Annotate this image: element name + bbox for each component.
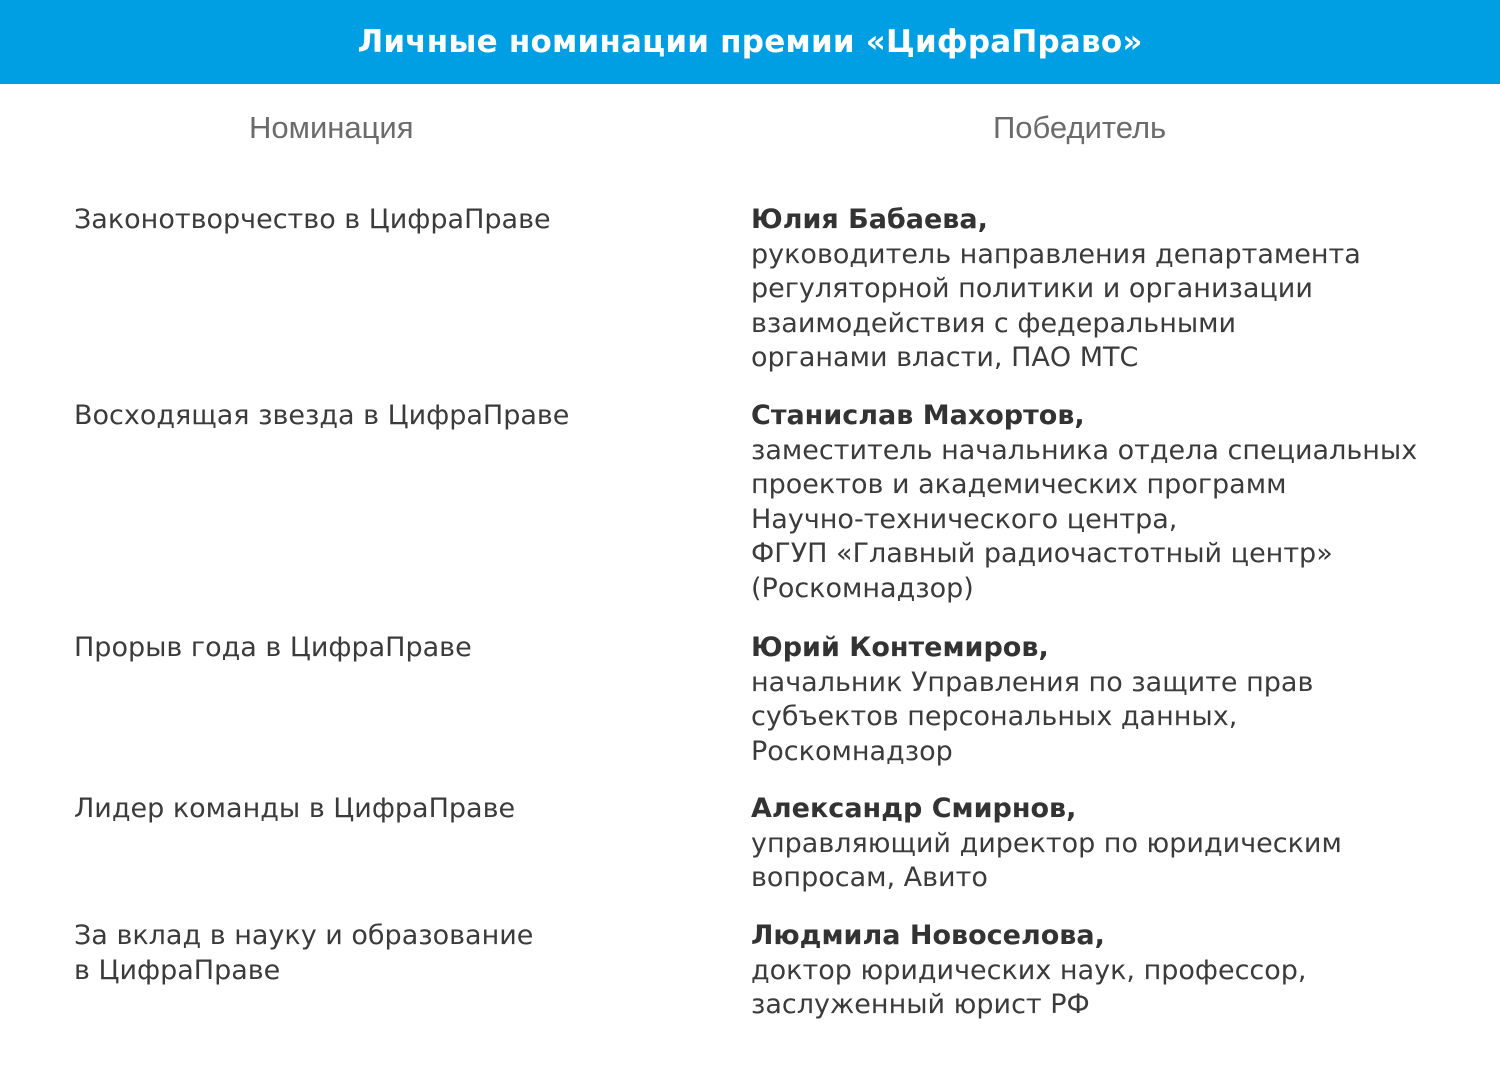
winner-role: руководитель направления департамента регуляторной политики и организации взаимодействия с федеральными органами власти, ПАО МТС	[751, 238, 1361, 373]
winner-role: управляющий директор по юридическим вопросам, Авито	[751, 827, 1342, 893]
title-banner	[0, 0, 1500, 84]
winner-role: заместитель начальника отдела специальных проектов и академических программ Научно-технического центра, ФГУП «Главный радиочастотный центр» (Роскомнадзор)	[751, 434, 1418, 604]
winner-role: доктор юридических наук, профессор, заслуженный юрист РФ	[751, 954, 1307, 1020]
winner-role: начальник Управления по защите прав субъектов персональных данных, Роскомнадзор	[751, 666, 1314, 767]
column-header-nomination: Номинация	[249, 110, 414, 145]
nomination-text: Законотворчество в ЦифраПраве	[74, 204, 551, 235]
nomination-text: Лидер команды в ЦифраПраве	[74, 793, 516, 824]
page-title: Личные номинации премии «ЦифраПраво»	[357, 24, 1143, 60]
winner-cell	[751, 792, 1496, 896]
winner-cell	[751, 203, 1496, 376]
nomination-cell	[74, 631, 694, 666]
winner-name: Александр Смирнов,	[751, 793, 1077, 824]
winner-name: Юрий Контемиров,	[751, 632, 1049, 663]
winner-name: Юлия Бабаева,	[751, 204, 988, 235]
winner-name: Станислав Махортов,	[751, 400, 1085, 431]
winner-cell	[751, 631, 1496, 769]
nomination-cell	[74, 203, 694, 238]
column-header-winner: Победитель	[993, 110, 1167, 145]
winner-cell	[751, 399, 1496, 606]
nomination-text: За вклад в науку и образование в ЦифраПраве	[74, 920, 534, 986]
nomination-cell	[74, 399, 694, 434]
winner-name: Людмила Новоселова,	[751, 920, 1105, 951]
nomination-cell	[74, 919, 694, 988]
nomination-cell	[74, 792, 694, 827]
nomination-text: Прорыв года в ЦифраПраве	[74, 632, 472, 663]
winner-cell	[751, 919, 1496, 1023]
nomination-text: Восходящая звезда в ЦифраПраве	[74, 400, 570, 431]
